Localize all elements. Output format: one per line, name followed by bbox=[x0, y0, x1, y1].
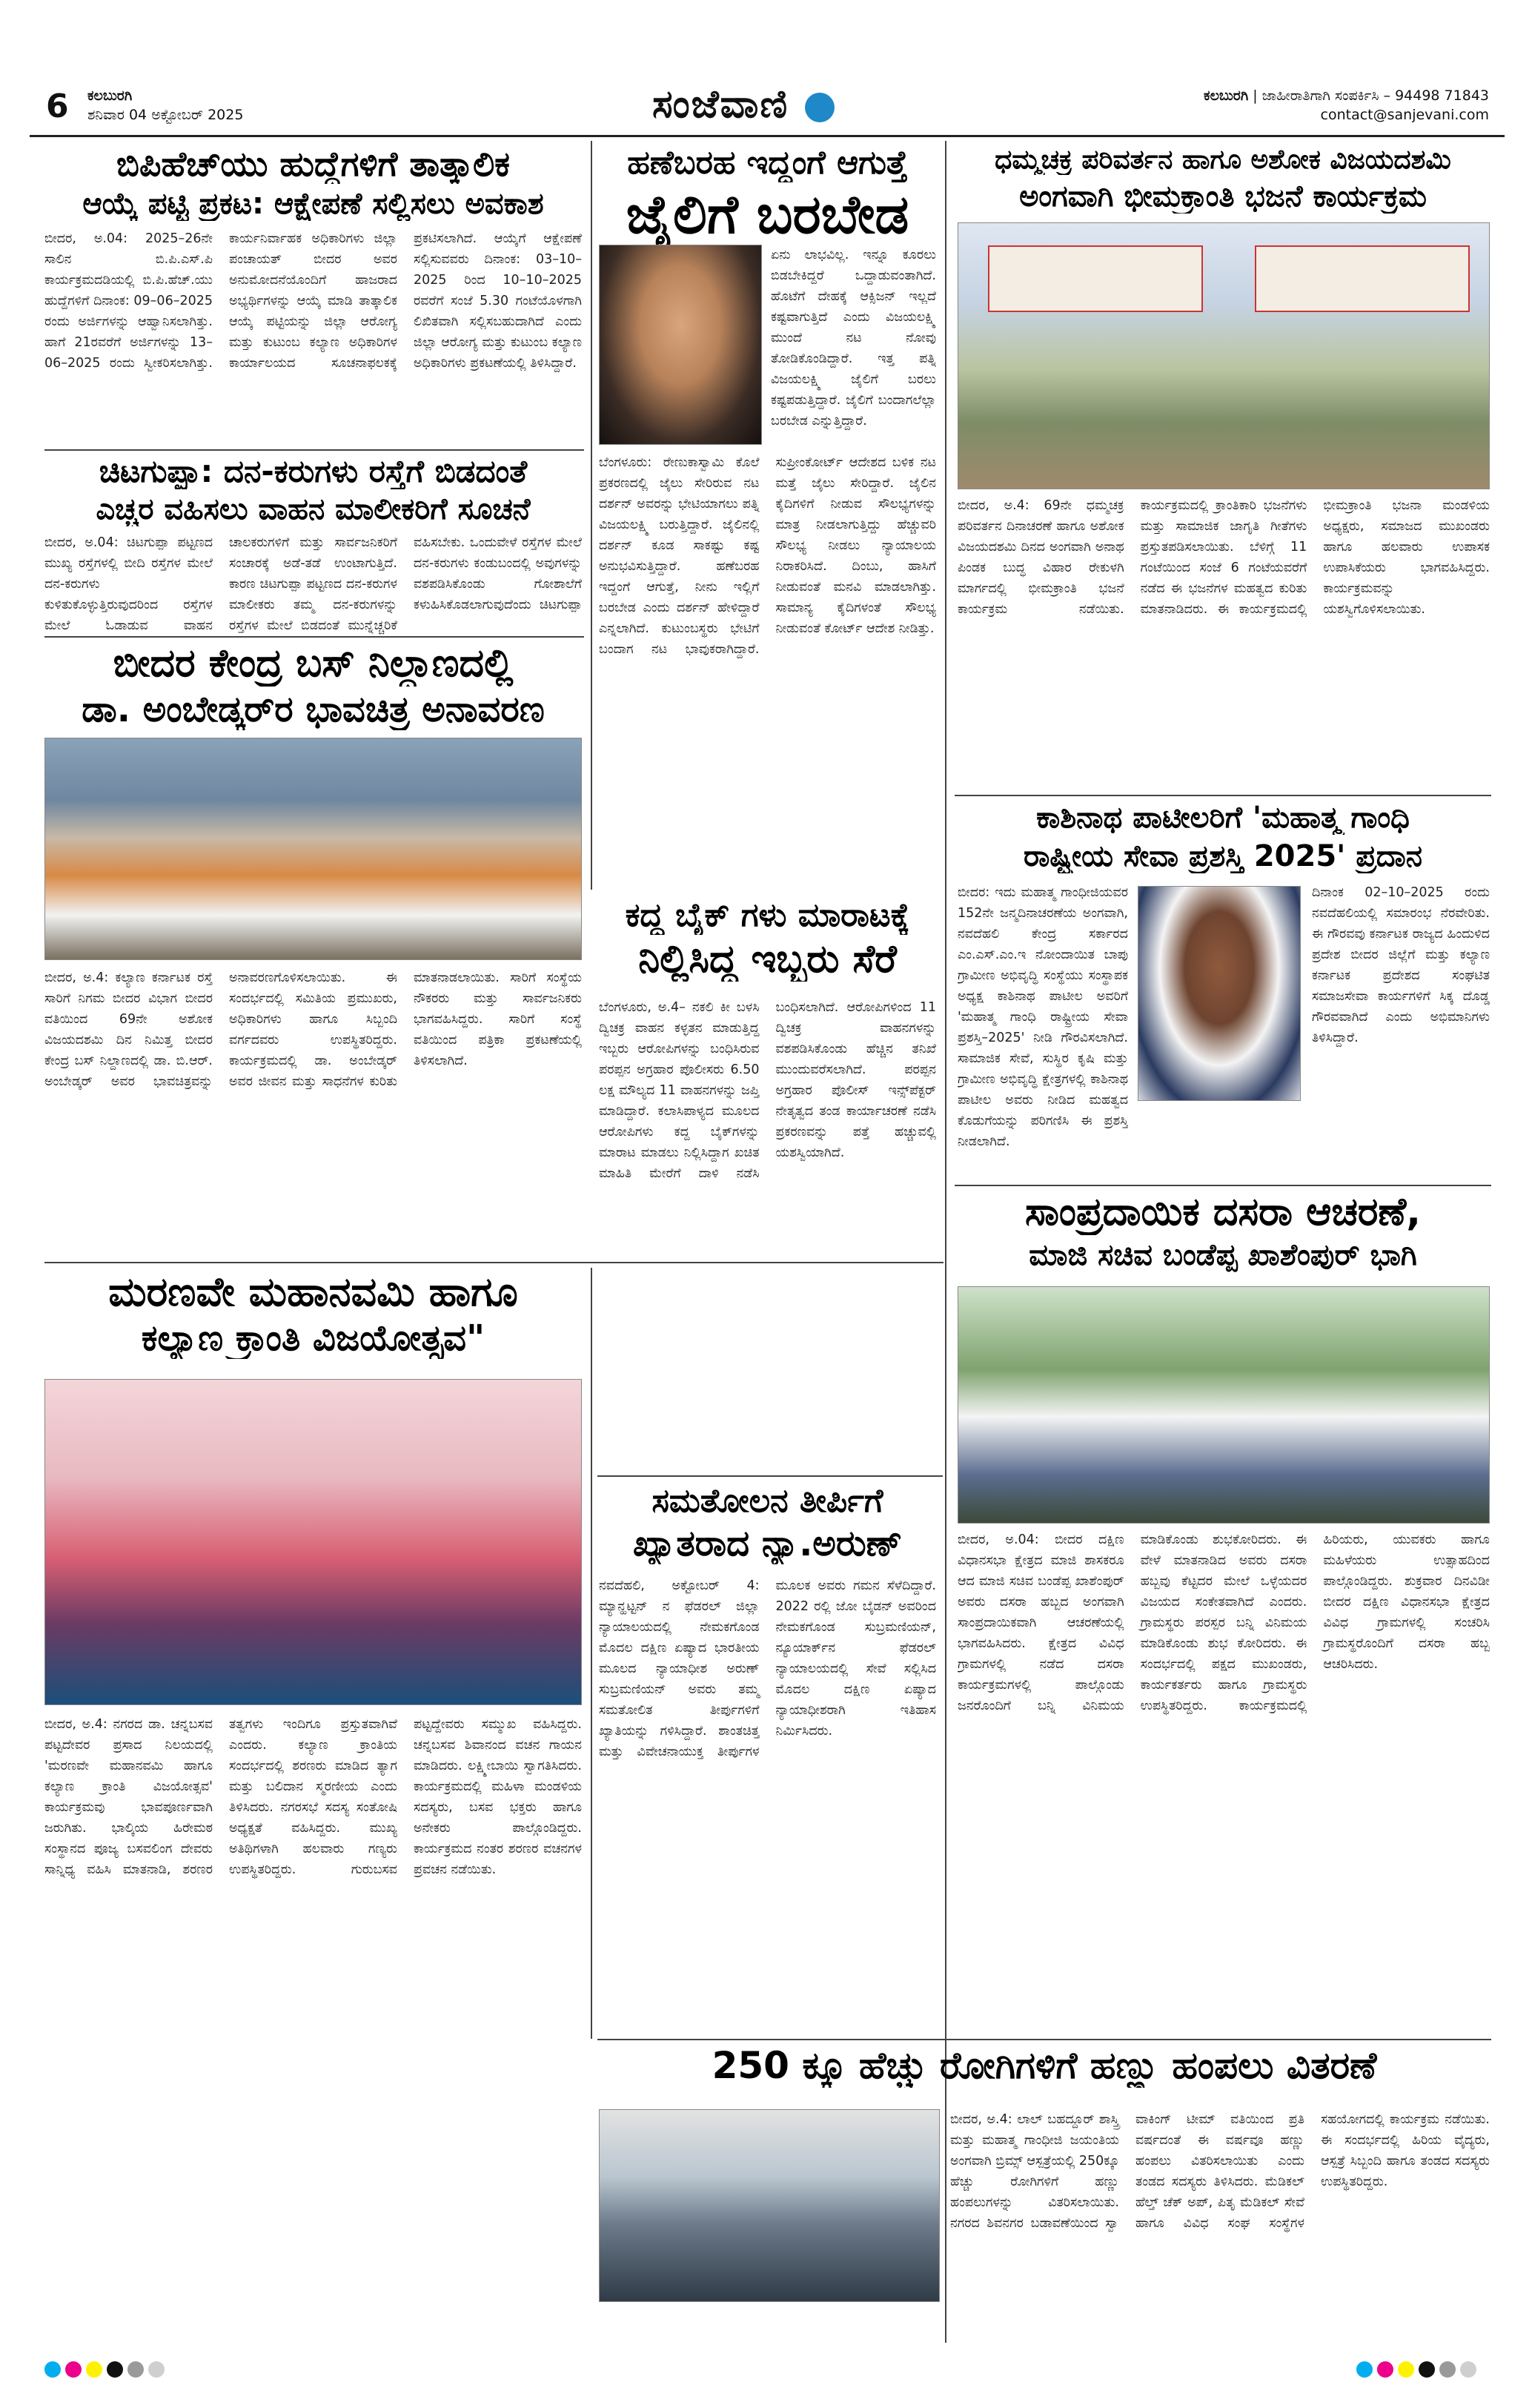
swatch-magenta-icon bbox=[65, 2361, 82, 2378]
swatch-grey-icon bbox=[1439, 2361, 1456, 2378]
article-bpl bbox=[44, 145, 582, 449]
rule bbox=[44, 449, 584, 451]
masthead-right bbox=[1204, 86, 1489, 125]
masthead-date: ಶನಿವಾರ 04 ಅಕ್ಟೋಬರ್ 2025 bbox=[87, 107, 244, 123]
column-divider-3 bbox=[591, 1268, 592, 2039]
contact-email[interactable]: contact@sanjevani.com bbox=[1320, 107, 1489, 123]
banner-right bbox=[1255, 245, 1470, 312]
ambedkar-portrait-photo bbox=[44, 738, 582, 960]
article-body: ಬೀದರ, ಅ.4: ಲಾಲ್ ಬಹದ್ದೂರ್ ಶಾಸ್ತ್ರಿ ಮತ್ತು ಮಹಾತ್ಮ ಗಾಂಧೀಜಿ ಜಯಂತಿಯ ಅಂಗವಾಗಿ ಬ್ರಿಮ್ಸ್ ಆಸ್ಪತ್ರೆಯಲ್ಲಿ 250ಕ್ಕೂ ಹೆಚ್ಚು ರೋಗಿಗಳಿಗೆ ಹಣ್ಣು ಹಂಪಲುಗಳನ್ನು ವಿತರಿಸಲಾಯಿತು. ನಗರದ ಶಿವನಗರ ಬಡಾವಣೆಯಿಂದ ಸ್ವಾ ವಾಕಿಂಗ್ ಟೀಮ್ ವತಿಯಿಂದ ಪ್ರತಿ ವರ್ಷದಂತೆ ಈ ವರ್ಷವೂ ಹಣ್ಣು ಹಂಪಲು ವಿತರಿಸಲಾಯಿತು ಎಂದು ತಂಡದ ಸದಸ್ಯರು ತಿಳಿಸಿದರು. ಮೆಡಿಕಲ್ ಹೆಲ್ತ್ ಚೆಕ್ ಅಪ್, ಪಿತೃ ಮೆಡಿಕಲ್ ಸೇವೆ ಹಾಗೂ ವಿವಿಧ ಸಂಘ ಸಂಸ್ಥೆಗಳ ಸಹಯೋಗದಲ್ಲಿ ಕಾರ್ಯಕ್ರಮ ನಡೆಯಿತು. ಈ ಸಂದರ್ಭದಲ್ಲಿ ಹಿರಿಯ ವೈದ್ಯರು, ಆಸ್ಪತ್ರೆ ಸಿಬ್ಬಂದಿ ಹಾಗೂ ತಂಡದ ಸದಸ್ಯರು ಉಪಸ್ಥಿತರಿದ್ದರು. bbox=[950, 2112, 1490, 2231]
subheadline: ರಾಷ್ಟ್ರೀಯ ಸೇವಾ ಪ್ರಶಸ್ತಿ 2025' ಪ್ರದಾನ bbox=[1024, 839, 1422, 873]
mahanavami-photo bbox=[44, 1379, 582, 1705]
headline: ಸಮತೋಲನ ತೀರ್ಪಿಗೆ bbox=[651, 1483, 883, 1520]
actor-photo bbox=[599, 245, 762, 445]
swatch-cyan-icon bbox=[1356, 2361, 1373, 2378]
article-dhamma bbox=[956, 145, 1490, 214]
headline: ಚಿಟಗುಪ್ಪಾ: ದನ-ಕರುಗಳು ರಸ್ತೆಗೆ ಬಿಡದಂತೆ bbox=[99, 454, 528, 489]
rule bbox=[597, 1475, 943, 1477]
article-body: ಬೀದರ, ಅ.04: ಬೀದರ ದಕ್ಷಿಣ ವಿಧಾನಸಭಾ ಕ್ಷೇತ್ರದ ಮಾಜಿ ಶಾಸಕರೂ ಆದ ಮಾಜಿ ಸಚಿವ ಬಂಡೆಪ್ಪ ಖಾಶೆಂಪುರ್ ಅವರು ದಸರಾ ಹಬ್ಬದ ಅಂಗವಾಗಿ ಸಾಂಪ್ರದಾಯಿಕವಾಗಿ ಆಚರಣೆಯಲ್ಲಿ ಭಾಗವಹಿಸಿದರು. ಕ್ಷೇತ್ರದ ವಿವಿಧ ಗ್ರಾಮಗಳಲ್ಲಿ ನಡೆದ ದಸರಾ ಕಾರ್ಯಕ್ರಮಗಳಲ್ಲಿ ಪಾಲ್ಗೊಂಡು ಜನರೊಂದಿಗೆ ಬನ್ನಿ ವಿನಿಮಯ ಮಾಡಿಕೊಂಡು ಶುಭಕೋರಿದರು. ಈ ವೇಳೆ ಮಾತನಾಡಿದ ಅವರು ದಸರಾ ಹಬ್ಬವು ಕೆಟ್ಟದರ ಮೇಲೆ ಒಳ್ಳೆಯದರ ವಿಜಯದ ಸಂಕೇತವಾಗಿದೆ ಎಂದರು. ಗ್ರಾಮಸ್ಥರು ಪರಸ್ಪರ ಬನ್ನಿ ವಿನಿಮಯ ಮಾಡಿಕೊಂಡು ಶುಭ ಕೋರಿದರು. ಈ ಸಂದರ್ಭದಲ್ಲಿ ಪಕ್ಷದ ಮುಖಂಡರು, ಕಾರ್ಯಕರ್ತರು ಹಾಗೂ ಗ್ರಾಮಸ್ಥರು ಉಪಸ್ಥಿತರಿದ್ದರು. ಕಾರ್ಯಕ್ರಮದಲ್ಲಿ ಹಿರಿಯರು, ಯುವಕರು ಹಾಗೂ ಮಹಿಳೆಯರು ಉತ್ಸಾಹದಿಂದ ಪಾಲ್ಗೊಂಡಿದ್ದರು. ಶುಕ್ರವಾರ ದಿನವಿಡೀ ಬೀದರ ದಕ್ಷಿಣ ವಿಧಾನಸಭಾ ಕ್ಷೇತ್ರದ ವಿವಿಧ ಗ್ರಾಮಗಳಲ್ಲಿ ಸಂಚರಿಸಿ ಗ್ರಾಮಸ್ಥರೊಂದಿಗೆ ದಸರಾ ಹಬ್ಬ ಆಚರಿಸಿದರು. bbox=[958, 1532, 1490, 1713]
color-registration-right bbox=[1356, 2361, 1476, 2378]
swatch-grey-icon bbox=[127, 2361, 144, 2378]
swatch-light-icon bbox=[148, 2361, 165, 2378]
headline: ಬೀದರ ಕೇಂದ್ರ ಬಸ್ ನಿಲ್ದಾಣದಲ್ಲಿ bbox=[113, 642, 514, 686]
rule bbox=[955, 795, 1491, 796]
logo-emblem-icon bbox=[805, 93, 835, 122]
column-divider-1 bbox=[591, 141, 592, 890]
rule bbox=[44, 636, 584, 638]
article-gandhi-award bbox=[956, 801, 1490, 873]
article-body: ಬೀದರ, ಅ.4: ಕಲ್ಯಾಣ ಕರ್ನಾಟಕ ರಸ್ತೆ ಸಾರಿಗೆ ನಿಗಮ ಬೀದರ ವಿಭಾಗ ಬೀದರ ವತಿಯಿಂದ 69ನೇ ಅಶೋಕ ವಿಜಯದಶಮಿ ದಿನ ನಿಮಿತ್ತ ಬೀದರ ಕೇಂದ್ರ ಬಸ್ ನಿಲ್ದಾಣದಲ್ಲಿ ಡಾ. ಬಿ.ಆರ್. ಅಂಬೇಡ್ಕರ್ ಅವರ ಭಾವಚಿತ್ರವನ್ನು ಅನಾವರಣಗೊಳಿಸಲಾಯಿತು. ಈ ಸಂದರ್ಭದಲ್ಲಿ ಸಮಿತಿಯ ಪ್ರಮುಖರು, ಅಧಿಕಾರಿಗಳು ಹಾಗೂ ಸಿಬ್ಬಂದಿ ವರ್ಗದವರು ಉಪಸ್ಥಿತರಿದ್ದರು. ಕಾರ್ಯಕ್ರಮದಲ್ಲಿ ಡಾ. ಅಂಬೇಡ್ಕರ್ ಅವರ ಜೀವನ ಮತ್ತು ಸಾಧನೆಗಳ ಕುರಿತು ಮಾತನಾಡಲಾಯಿತು. ಸಾರಿಗೆ ಸಂಸ್ಥೆಯ ನೌಕರರು ಮತ್ತು ಸಾರ್ವಜನಿಕರು ಭಾಗವಹಿಸಿದ್ದರು. ಸಾರಿಗೆ ಸಂಸ್ಥೆ ವತಿಯಿಂದ ಪತ್ರಿಕಾ ಪ್ರಕಟಣೆಯಲ್ಲಿ ತಿಳಿಸಲಾಗಿದೆ. bbox=[44, 970, 582, 1089]
headline: ಹಣೆಬರಹ ಇದ್ದಂಗೆ ಆಗುತ್ತೆ bbox=[627, 145, 908, 182]
subheadline: ನಿಲ್ಲಿಸಿದ್ದ ಇಬ್ಬರು ಸೆರೆ bbox=[638, 937, 897, 982]
ad-contact: | ಜಾಹೀರಾತಿಗಾಗಿ ಸಂಪರ್ಕಿಸಿ – 94498 71843 bbox=[1253, 87, 1489, 104]
article-bikes bbox=[599, 897, 936, 982]
swatch-yellow-icon bbox=[1398, 2361, 1414, 2378]
dasara-photo bbox=[958, 1286, 1490, 1524]
headline: ಕಾಶಿನಾಥ ಪಾಟೀಲರಿಗೆ 'ಮಹಾತ್ಮ ಗಾಂಧಿ bbox=[1036, 801, 1410, 835]
swatch-black-icon bbox=[107, 2361, 123, 2378]
subheadline: ಎಚ್ಚರ ವಹಿಸಲು ವಾಹನ ಮಾಲೀಕರಿಗೆ ಸೂಚನೆ bbox=[96, 492, 531, 527]
bhajan-photo bbox=[958, 222, 1490, 489]
banner-left bbox=[988, 245, 1203, 312]
rule bbox=[955, 1185, 1491, 1186]
newspaper-logo bbox=[652, 82, 836, 127]
article-body: ಬೀದರ: ಇದು ಮಹಾತ್ಮ ಗಾಂಧೀಜಿಯವರ 152ನೇ ಜನ್ಮದಿನಾಚರಣೆಯ ಅಂಗವಾಗಿ, ನವದೆಹಲಿ ಕೇಂದ್ರ ಸರ್ಕಾರದ ಎಂ.ಎಸ್.ಎಂ.ಇ ನೋಂದಾಯಿತ ಬಾಪು ಗ್ರಾಮೀಣ ಅಭಿವೃದ್ಧಿ ಸಂಸ್ಥೆಯು ಸಂಸ್ಥಾಪಕ ಅಧ್ಯಕ್ಷ ಕಾಶಿನಾಥ ಪಾಟೀಲ ಅವರಿಗೆ 'ಮಹಾತ್ಮ ಗಾಂಧಿ ರಾಷ್ಟ್ರೀಯ ಸೇವಾ ಪ್ರಶಸ್ತಿ–2025' ನೀಡಿ ಗೌರವಿಸಲಾಗಿದೆ. ಸಾಮಾಜಿಕ ಸೇವೆ, ಸುಸ್ಥಿರ ಕೃಷಿ ಮತ್ತು ಗ್ರಾಮೀಣ ಅಭಿವೃದ್ಧಿ ಕ್ಷೇತ್ರಗಳಲ್ಲಿ ಕಾಶಿನಾಥ ಪಾಟೀಲ ಅವರು ನೀಡಿದ ಮಹತ್ವದ ಕೊಡುಗೆಯನ್ನು ಪರಿಗಣಿಸಿ ಈ ಪ್ರಶಸ್ತಿ ನೀಡಲಾಗಿದೆ. bbox=[958, 885, 1128, 1149]
subheadline: ಡಾ. ಅಂಬೇಡ್ಕರ್‌ರ ಭಾವಚಿತ್ರ ಅನಾವರಣ bbox=[82, 689, 545, 730]
page-number: 6 bbox=[46, 87, 69, 125]
headline: ಧಮ್ಮಚಕ್ರ ಪರಿವರ್ತನ ಹಾಗೂ ಅಶೋಕ ವಿಜಯದಶಮಿ bbox=[995, 145, 1451, 175]
rule bbox=[597, 2039, 1491, 2040]
subheadline: ಅಂಗವಾಗಿ ಭೀಮಕ್ರಾಂತಿ ಭಜನೆ ಕಾರ್ಯಕ್ರಮ bbox=[1019, 179, 1427, 214]
swatch-magenta-icon bbox=[1377, 2361, 1393, 2378]
article-body: ಬೀದರ, ಅ.4: 69ನೇ ಧಮ್ಮಚಕ್ರ ಪರಿವರ್ತನ ದಿನಾಚರಣೆ ಹಾಗೂ ಅಶೋಕ ವಿಜಯದಶಮಿ ದಿನದ ಅಂಗವಾಗಿ ಅನಾಥ ಪಿಂಡಕ ಬುದ್ಧ ವಿಹಾರ ರೇಕುಳಗಿ ಮಾರ್ಗದಲ್ಲಿ ಭೀಮಕ್ರಾಂತಿ ಭಜನೆ ಕಾರ್ಯಕ್ರಮ ನಡೆಯಿತು. ಕಾರ್ಯಕ್ರಮದಲ್ಲಿ ಕ್ರಾಂತಿಕಾರಿ ಭಜನೆಗಳು ಮತ್ತು ಸಾಮಾಜಿಕ ಜಾಗೃತಿ ಗೀತೆಗಳು ಪ್ರಸ್ತುತಪಡಿಸಲಾಯಿತು. ಬೆಳಿಗ್ಗೆ 11 ಗಂಟೆಯಿಂದ ಸಂಜೆ 6 ಗಂಟೆಯವರೆಗೆ ನಡೆದ ಈ ಭಜನೆಗಳ ಮಹತ್ವದ ಕುರಿತು ಮಾತನಾಡಿದರು. ಈ ಕಾರ್ಯಕ್ರಮದಲ್ಲಿ ಭೀಮಕ್ರಾಂತಿ ಭಜನಾ ಮಂಡಳಿಯ ಅಧ್ಯಕ್ಷರು, ಸಮಾಜದ ಮುಖಂಡರು ಹಾಗೂ ಹಲವಾರು ಉಪಾಸಕ ಉಪಾಸಿಕೆಯರು ಭಾಗವಹಿಸಿದ್ದರು. ಕಾರ್ಯಕ್ರಮವನ್ನು ಯಶಸ್ವಿಗೊಳಿಸಲಾಯಿತು. bbox=[958, 498, 1490, 617]
headline: ಬಿಪಿಹೆಚ್‌ಯು ಹುದ್ದೆಗಳಿಗೆ ತಾತ್ಕಾಲಿಕ bbox=[116, 145, 510, 184]
masthead-left bbox=[87, 86, 243, 125]
article-body: ಬೆಂಗಳೂರು, ಅ.4– ನಕಲಿ ಕೀ ಬಳಸಿ ದ್ವಿಚಕ್ರ ವಾಹನ ಕಳ್ಳತನ ಮಾಡುತ್ತಿದ್ದ ಇಬ್ಬರು ಆರೋಪಿಗಳನ್ನು ಬಂಧಿಸಿರುವ ಪರಪ್ಪನ ಅಗ್ರಹಾರ ಪೊಲೀಸರು 6.50 ಲಕ್ಷ ಮೌಲ್ಯದ 11 ವಾಹನಗಳನ್ನು ಜಪ್ತಿ ಮಾಡಿದ್ದಾರೆ. ಕಲಾಸಿಪಾಳ್ಯದ ಮೂಲದ ಆರೋಪಿಗಳು ಕದ್ದ ಬೈಕ್‌ಗಳನ್ನು ಮಾರಾಟ ಮಾಡಲು ನಿಲ್ಲಿಸಿದ್ದಾಗ ಖಚಿತ ಮಾಹಿತಿ ಮೇರೆಗೆ ದಾಳಿ ನಡೆಸಿ ಬಂಧಿಸಲಾಗಿದೆ. ಆರೋಪಿಗಳಿಂದ 11 ದ್ವಿಚಕ್ರ ವಾಹನಗಳನ್ನು ವಶಪಡಿಸಿಕೊಂಡು ಹೆಚ್ಚಿನ ತನಿಖೆ ಮುಂದುವರೆಸಲಾಗಿದೆ. ಪರಪ್ಪನ ಅಗ್ರಹಾರ ಪೊಲೀಸ್ ಇನ್ಸ್‌ಪೆಕ್ಟರ್ ನೇತೃತ್ವದ ತಂಡ ಕಾರ್ಯಾಚರಣೆ ನಡೆಸಿ ಪ್ರಕರಣವನ್ನು ಪತ್ತೆ ಹಚ್ಚುವಲ್ಲಿ ಯಶಸ್ವಿಯಾಗಿದೆ. bbox=[599, 1000, 936, 1181]
article-mahanavami bbox=[44, 1269, 582, 1359]
headline: ಸಾಂಪ್ರದಾಯಿಕ ದಸರಾ ಆಚರಣೆ, bbox=[1024, 1191, 1422, 1234]
article-body-side: ದಿನಾಂಕ 02–10–2025 ರಂದು ನವದೆಹಲಿಯಲ್ಲಿ ಸಮಾರಂಭ ನೆರವೇರಿತು. ಈ ಗೌರವವು ಕರ್ನಾಟಕ ರಾಜ್ಯದ ಹಿಂದುಳಿದ ಪ್ರದೇಶ ಬೀದರ ಜಿಲ್ಲೆಗೆ ಮತ್ತು ಕಲ್ಯಾಣ ಕರ್ನಾಟಕ ಪ್ರದೇಶದ ಸಂಘಟಿತ ಸಮಾಜಸೇವಾ ಕಾರ್ಯಗಳಿಗೆ ಸಿಕ್ಕ ದೊಡ್ಡ ಗೌರವವಾಗಿದೆ ಎಂದು ಅಭಿಮಾನಿಗಳು ತಿಳಿಸಿದ್ದಾರೆ. bbox=[1312, 885, 1490, 1045]
swatch-black-icon bbox=[1419, 2361, 1435, 2378]
color-registration-left bbox=[44, 2361, 165, 2378]
subheadline: ಖ್ಯಾತರಾದ ನ್ಯಾ.ಅರುಣ್ bbox=[632, 1523, 903, 1564]
headline: ಕದ್ದ ಬೈಕ್ ಗಳು ಮಾರಾಟಕ್ಕೆ bbox=[625, 897, 910, 934]
kashinath-patil-photo bbox=[1138, 886, 1301, 1101]
subheadline: ಮಾಜಿ ಸಚಿವ ಬಂಡೆಪ್ಪ ಖಾಶೆಂಪುರ್ ಭಾಗಿ bbox=[1029, 1237, 1417, 1272]
logo-text: ಸಂಜೆವಾಣಿ bbox=[652, 82, 789, 127]
article-body: ನವದೆಹಲಿ, ಅಕ್ಟೋಬರ್ 4: ಮ್ಯಾನ್ಹಟ್ಟನ್ ನ ಫೆಡರಲ್ ಜಿಲ್ಲಾ ನ್ಯಾಯಾಲಯದಲ್ಲಿ ನೇಮಕಗೊಂಡ ಮೊದಲ ದಕ್ಷಿಣ ಏಷ್ಯಾದ ಭಾರತೀಯ ಮೂಲದ ನ್ಯಾಯಾಧೀಶ ಅರುಣ್ ಸುಬ್ರಮಣಿಯನ್ ಅವರು ತಮ್ಮ ಸಮತೋಲಿತ ತೀರ್ಪುಗಳಿಗೆ ಖ್ಯಾತಿಯನ್ನು ಗಳಿಸಿದ್ದಾರೆ. ಶಾಂತಚಿತ್ತ ಮತ್ತು ವಿವೇಚನಾಯುಕ್ತ ತೀರ್ಪುಗಳ ಮೂಲಕ ಅವರು ಗಮನ ಸೆಳೆದಿದ್ದಾರೆ. 2022 ರಲ್ಲಿ ಜೋ ಬೈಡನ್ ಅವರಿಂದ ನೇಮಕಗೊಂಡ ಸುಬ್ರಮಣಿಯನ್, ನ್ಯೂಯಾರ್ಕ್‌ನ ಫೆಡರಲ್ ನ್ಯಾಯಾಲಯದಲ್ಲಿ ಸೇವೆ ಸಲ್ಲಿಸಿದ ಮೊದಲ ದಕ್ಷಿಣ ಏಷ್ಯಾದ ನ್ಯಾಯಾಧೀಶರಾಗಿ ಇತಿಹಾಸ ನಿರ್ಮಿಸಿದರು. bbox=[599, 1578, 936, 1759]
subheadline: ಜೈಲಿಗೆ ಬರಬೇಡ bbox=[626, 183, 909, 245]
subheadline: ಆಯ್ಕೆ ಪಟ್ಟಿ ಪ್ರಕಟ: ಆಕ್ಷೇಪಣೆ ಸಲ್ಲಿಸಲು ಅವಕಾಶ bbox=[82, 186, 544, 221]
article-body: ಬೀದರ, ಅ.04: ಚಿಟಗುಪ್ಪಾ ಪಟ್ಟಣದ ಮುಖ್ಯ ರಸ್ತೆಗಳಲ್ಲಿ ಬೀದಿ ರಸ್ತೆಗಳ ಮೇಲೆ ದನ-ಕರುಗಳು ಕುಳಿತುಕೊಳ್ಳುತ್ತಿರುವುದರಿಂದ ರಸ್ತೆಗಳ ಮೇಲೆ ಓಡಾಡುವ ವಾಹನ ಚಾಲಕರುಗಳಿಗೆ ಮತ್ತು ಸಾರ್ವಜನಿಕರಿಗೆ ಸಂಚಾರಕ್ಕೆ ಅಡೆ-ತಡೆ ಉಂಟಾಗುತ್ತಿದೆ. ಕಾರಣ ಚಿಟಗುಪ್ಪಾ ಪಟ್ಟಣದ ದನ-ಕರುಗಳ ಮಾಲೀಕರು ತಮ್ಮ ದನ-ಕರುಗಳನ್ನು ರಸ್ತೆಗಳ ಮೇಲೆ ಬಿಡದಂತೆ ಮುನ್ನೆಚ್ಚರಿಕೆ ವಹಿಸಬೇಕು. ಒಂದುವೇಳೆ ರಸ್ತೆಗಳ ಮೇಲೆ ದನ-ಕರುಗಳು ಕಂಡುಬಂದಲ್ಲಿ ಅವುಗಳನ್ನು ವಶಪಡಿಸಿಕೊಂಡು ಗೋಶಾಲೆಗೆ ಕಳುಹಿಸಿಕೊಡಲಾಗುವುದೆಂದು ಚಿಟಗುಪ್ಪಾ bbox=[44, 535, 582, 634]
subheadline: ಕಲ್ಯಾಣ ಕ್ರಾಂತಿ ವಿಜಯೋತ್ಸವ" bbox=[141, 1318, 485, 1360]
article-body-side: ಏನು ಲಾಭವಿಲ್ಲ. ಇನ್ನೂ ಕೂರಲು ಬಿಡಬೇಕಿದ್ದರೆ ಒದ್ದಾಡುವಂತಾಗಿದೆ. ಹೊಟೆಗೆ ದೇಹಕ್ಕೆ ಆಕ್ಸಿಜನ್ ಇಲ್ಲದೆ ಕಷ್ಟವಾಗುತ್ತಿದೆ ಎಂದು ವಿಜಯಲಕ್ಷ್ಮಿ ಮುಂದೆ ನಟ ನೋವು ತೋಡಿಕೊಂಡಿದ್ದಾರೆ. ಇತ್ತ ಪತ್ನಿ ವಿಜಯಲಕ್ಷ್ಮಿ ಜೈಲಿಗೆ ಬರಲು ಕಷ್ಟಪಡುತ್ತಿದ್ದಾರೆ. ಜೈಲಿಗೆ ಬಂದಾಗಲೆಲ್ಲಾ ಬರಬೇಡ ಎನ್ನುತ್ತಿದ್ದಾರೆ. bbox=[771, 248, 936, 429]
fruit-distribution-photo bbox=[599, 2109, 940, 2302]
article-dasara bbox=[956, 1191, 1490, 1272]
article-ambedkar bbox=[44, 642, 582, 730]
article-body: ಬೀದರ, ಅ.4: ನಗರದ ಡಾ. ಚನ್ನಬಸವ ಪಟ್ಟದೇವರ ಪ್ರಸಾದ ನಿಲಯದಲ್ಲಿ 'ಮರಣವೇ ಮಹಾನವಮಿ ಹಾಗೂ ಕಲ್ಯಾಣ ಕ್ರಾಂತಿ ವಿಜಯೋತ್ಸವ' ಕಾರ್ಯಕ್ರಮವು ಭಾವಪೂರ್ಣವಾಗಿ ಜರುಗಿತು. ಭಾಲ್ಕಿಯ ಹಿರೇಮಠ ಸಂಸ್ಥಾನದ ಪೂಜ್ಯ ಬಸವಲಿಂಗ ದೇವರು ಸಾನ್ನಿಧ್ಯ ವಹಿಸಿ ಮಾತನಾಡಿ, ಶರಣರ ತತ್ವಗಳು ಇಂದಿಗೂ ಪ್ರಸ್ತುತವಾಗಿವೆ ಎಂದರು. ಕಲ್ಯಾಣ ಕ್ರಾಂತಿಯ ಸಂದರ್ಭದಲ್ಲಿ ಶರಣರು ಮಾಡಿದ ತ್ಯಾಗ ಮತ್ತು ಬಲಿದಾನ ಸ್ಮರಣೀಯ ಎಂದು ತಿಳಿಸಿದರು. ನಗರಸಭೆ ಸದಸ್ಯ ಸಂತೋಷಿ ಅಧ್ಯಕ್ಷತೆ ವಹಿಸಿದ್ದರು. ಮುಖ್ಯ ಅತಿಥಿಗಳಾಗಿ ಹಲವಾರು ಗಣ್ಯರು ಉಪಸ್ಥಿತರಿದ್ದರು. ಗುರುಬಸವ ಪಟ್ಟದ್ದೇವರು ಸಮ್ಮುಖ ವಹಿಸಿದ್ದರು. ಚನ್ನಬಸವ ಶಿವಾನಂದ ವಚನ ಗಾಯನ ಮಾಡಿದರು. ಲಕ್ಷ್ಮೀಬಾಯಿ ಸ್ವಾಗತಿಸಿದರು. ಕಾರ್ಯಕ್ರಮದಲ್ಲಿ ಮಹಿಳಾ ಮಂಡಳಿಯ ಸದಸ್ಯರು, ಬಸವ ಭಕ್ತರು ಹಾಗೂ ಅನೇಕರು ಪಾಲ್ಗೊಂಡಿದ್ದರು. ಕಾರ್ಯಕ್ರಮದ ನಂತರ ಶರಣರ ವಚನಗಳ ಪ್ರವಚನ ನಡೆಯಿತು. bbox=[44, 1717, 582, 1877]
headline: ಮರಣವೇ ಮಹಾನವಮಿ ಹಾಗೂ bbox=[108, 1269, 518, 1315]
article-body: ಬೀದರ, ಅ.04: 2025–26ನೇ ಸಾಲಿನ ಬಿ.ಪಿ.ಎಸ್.ಪಿ ಕಾರ್ಯಕ್ರಮದಡಿಯಲ್ಲಿ ಬಿ.ಪಿ.ಹೆಚ್.ಯು ಹುದ್ದೆಗಳಿಗೆ ದಿನಾಂಕ: 09–06–2025 ರಂದು ಅರ್ಜಿಗಳನ್ನು ಆಹ್ವಾನಿಸಲಾಗಿತ್ತು. ಹಾಗೆ 21ರವರೆಗೆ ಅರ್ಜಿಗಳನ್ನು 13–06–2025 ರಂದು ಸ್ವೀಕರಿಸಲಾಗಿತ್ತು. ಕಾರ್ಯನಿರ್ವಾಹಕ ಅಧಿಕಾರಿಗಳು ಜಿಲ್ಲಾ ಪಂಚಾಯತ್ ಬೀದರ ಅವರ ಅನುಮೋದನೆಯೊಂದಿಗೆ ಹಾಜರಾದ ಅಭ್ಯರ್ಥಿಗಳನ್ನು ಆಯ್ಕೆ ಮಾಡಿ ತಾತ್ಕಾಲಿಕ ಆಯ್ಕೆ ಪಟ್ಟಿಯನ್ನು ಜಿಲ್ಲಾ ಆರೋಗ್ಯ ಮತ್ತು ಕುಟುಂಬ ಕಲ್ಯಾಣ ಅಧಿಕಾರಿಗಳ ಕಾರ್ಯಾಲಯದ ಸೂಚನಾಫಲಕಕ್ಕೆ ಪ್ರಕಟಿಸಲಾಗಿದೆ. ಆಯ್ಕೆಗೆ ಆಕ್ಷೇಪಣೆ ಸಲ್ಲಿಸುವವರು ದಿನಾಂಕ: 03–10–2025 ರಿಂದ 10–10–2025 ರವರೆಗೆ ಸಂಜೆ 5.30 ಗಂಟೆಯೊಳಗಾಗಿ ಲಿಖಿತವಾಗಿ ಸಲ್ಲಿಸಬಹುದಾಗಿದೆ ಎಂದು ಜಿಲ್ಲಾ ಆರೋಗ್ಯ ಮತ್ತು ಕುಟುಂಬ ಕಲ್ಯಾಣ ಅಧಿಕಾರಿಗಳು ಪ್ರಕಟಣೆಯಲ್ಲಿ ತಿಳಿಸಿದ್ದಾರೆ. bbox=[44, 231, 582, 371]
article-chitaguppa bbox=[44, 454, 582, 632]
masthead-rule bbox=[30, 135, 1505, 137]
swatch-cyan-icon bbox=[44, 2361, 61, 2378]
masthead-right-city: ಕಲಬುರಗಿ bbox=[1204, 87, 1249, 104]
article-fruits-headline: 250 ಕ್ಕೂ ಹೆಚ್ಚು ರೋಗಿಗಳಿಗೆ ಹಣ್ಣು ಹಂಪಲು ವಿತರಣೆ bbox=[712, 2045, 1377, 2087]
masthead-city: ಕಲಬುರಗಿ bbox=[87, 87, 133, 104]
swatch-light-icon bbox=[1460, 2361, 1476, 2378]
article-justice bbox=[599, 1483, 936, 1564]
swatch-yellow-icon bbox=[86, 2361, 102, 2378]
article-body: ಬೆಂಗಳೂರು: ರೇಣುಕಾಸ್ವಾಮಿ ಕೊಲೆ ಪ್ರಕರಣದಲ್ಲಿ ಜೈಲು ಸೇರಿರುವ ನಟ ದರ್ಶನ್ ಅವರನ್ನು ಭೇಟಿಯಾಗಲು ಪತ್ನಿ ವಿಜಯಲಕ್ಷ್ಮಿ ಬರುತ್ತಿದ್ದಾರೆ. ಜೈಲಿನಲ್ಲಿ ದರ್ಶನ್ ಕೂಡ ಸಾಕಷ್ಟು ಕಷ್ಟ ಅನುಭವಿಸುತ್ತಿದ್ದಾರೆ. ಹಣೆಬರಹ ಇದ್ದಂಗೆ ಆಗುತ್ತೆ, ನೀನು ಇಲ್ಲಿಗೆ ಬರಬೇಡ ಎಂದು ದರ್ಶನ್ ಹೇಳಿದ್ದಾರೆ ಎನ್ನಲಾಗಿದೆ. ಕುಟುಂಬಸ್ಥರು ಭೇಟಿಗೆ ಬಂದಾಗ ನಟ ಭಾವುಕರಾಗಿದ್ದಾರೆ. ಸುಪ್ರೀಂಕೋರ್ಟ್ ಆದೇಶದ ಬಳಿಕ ನಟ ಮತ್ತೆ ಜೈಲು ಸೇರಿದ್ದಾರೆ. ಜೈಲಿನ ಕೈದಿಗಳಿಗೆ ನೀಡುವ ಸೌಲಭ್ಯಗಳನ್ನು ಮಾತ್ರ ನೀಡಲಾಗುತ್ತಿದ್ದು ಹೆಚ್ಚುವರಿ ಸೌಲಭ್ಯ ನೀಡಲು ನ್ಯಾಯಾಲಯ ನಿರಾಕರಿಸಿದೆ. ದಿಂಬು, ಹಾಸಿಗೆ ನೀಡುವಂತೆ ಮನವಿ ಮಾಡಲಾಗಿತ್ತು. ಸಾಮಾನ್ಯ ಕೈದಿಗಳಂತೆ ಸೌಲಭ್ಯ ನೀಡುವಂತೆ ಕೋರ್ಟ್ ಆದೇಶ ನೀಡಿತ್ತು. bbox=[599, 455, 936, 657]
column-divider-2 bbox=[945, 141, 946, 2343]
